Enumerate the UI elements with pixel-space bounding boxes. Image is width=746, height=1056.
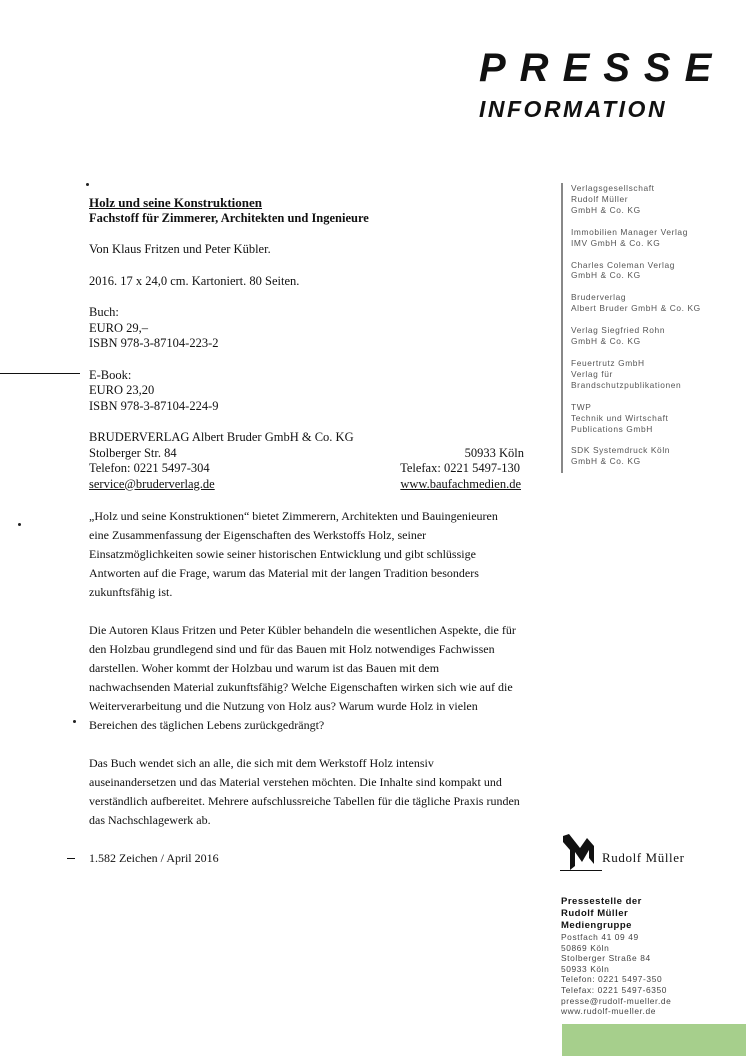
sidebar-line: GmbH & Co. KG [571,456,641,467]
press-office-email-link[interactable]: presse@rudolf-mueller.de [561,995,672,1006]
book-title: Holz und seine Konstruktionen [89,195,263,210]
text-line: darstellen. Woher kommt der Holzbau und warum ist das Bauen mit dem [89,661,440,675]
press-office-line: Stolberger Straße 84 [561,953,651,964]
ebook-price: EURO 23,20 [89,383,155,397]
press-office-title: Mediengruppe [561,920,632,931]
sidebar-line: GmbH & Co. KG [571,204,641,215]
logo-wordmark: Rudolf Müller [602,850,685,865]
margin-rule [0,373,80,374]
logo-rule [560,870,602,871]
sidebar-line: Albert Bruder GmbH & Co. KG [571,303,701,314]
text-line: auseinandersetzen und das Material verstehen möchten. Die Inhalte sind kompakt und [89,775,502,789]
main-content [89,195,539,868]
sidebar-line: GmbH & Co. KG [571,270,641,281]
sidebar-line: Verlagsgesellschaft [571,183,655,193]
publisher-group-sidebar [561,183,741,473]
ebook-isbn: ISBN 978-3-87104-224-9 [89,398,219,413]
buch-label: Buch: [89,305,119,319]
publisher-name: BRUDERVERLAG Albert Bruder GmbH & Co. KG [89,430,354,444]
press-office-line: Postfach 41 09 49 [561,932,639,942]
sidebar-group [571,358,741,391]
ebook-label: E-Book: [89,367,132,382]
sidebar-group [571,183,741,216]
book-authors: Von Klaus Fritzen und Peter Kübler. [89,242,271,256]
sidebar-line: IMV GmbH & Co. KG [571,237,661,248]
buch-price: EURO 29,– [89,320,149,335]
sidebar-line: Immobilien Manager Verlag [571,226,688,237]
press-office-contact [561,896,671,1017]
press-office-line: Telefon: 0221 5497-350 [561,974,663,985]
publisher-web-link[interactable]: www.baufachmedien.de [400,476,521,491]
accent-block [562,1024,746,1056]
text-line: den Holzbau grundlegend sind und für das Bauen mit Holz notwendiges Fachwissen [89,642,495,656]
text-line: „Holz und seine Konstruktionen“ bietet Zimmerern, Architekten und Bauingenieuren [89,509,498,523]
text-line: zukunftsfähig ist. [89,585,173,599]
text-line: Weiterverarbeitung und die Nutzung von Holz aus? Warum wurde Holz in vielen [89,699,478,713]
text-line: das Nachschlagewerk ab. [89,813,211,827]
sidebar-line: GmbH & Co. KG [571,336,641,347]
book-subtitle: Fachstoff für Zimmerer, Architekten und Ingenieure [89,210,369,225]
publisher-email-link[interactable]: service@bruderverlag.de [89,476,215,491]
text-line: Einsatzmöglichkeiten sowie seiner historischen Entwicklung und gibt schlüssige [89,547,476,561]
publisher-street: Stolberger Str. 84 [89,445,177,460]
sidebar-line: Rudolf Müller [571,193,629,204]
sidebar-group [571,292,741,314]
text-line: eine Zusammenfassung der Eigenschaften des Werkstoffs Holz, seiner [89,528,427,542]
sidebar-group [571,445,741,467]
margin-rule [67,858,75,859]
publisher-city: 50933 Köln [464,445,524,460]
paragraph-2 [89,621,539,735]
page-mark [73,720,76,723]
page-mark [18,523,21,526]
page-mark [86,183,89,186]
sidebar-group [571,402,741,435]
buch-isbn: ISBN 978-3-87104-223-2 [89,336,219,350]
information-heading: INFORMATION [479,96,668,122]
sidebar-line: Technik und Wirtschaft [571,412,669,423]
press-office-title: Rudolf Müller [561,908,629,919]
press-text [89,507,539,868]
sidebar-line: Feuertrutz GmbH [571,357,645,368]
sidebar-line: Publications GmbH [571,423,653,434]
sidebar-line: Bruderverlag [571,292,627,303]
presse-heading: PRESSE [479,46,726,90]
text-line: Die Autoren Klaus Fritzen und Peter Kübler behandeln die wesentlichen Aspekte, die für [89,623,516,637]
sidebar-line: Verlag Siegfried Rohn [571,325,666,336]
sidebar-group [571,260,741,282]
sidebar-line: TWP [571,401,592,412]
text-line: nachwachsenden Material zukunftsfähig? Welche Eigenschaften wirken sich wie auf die [89,680,513,694]
text-line: Antworten auf die Frage, warum das Material mit der langen Tradition besonders [89,566,479,580]
press-office-line: Telefax: 0221 5497-6350 [561,984,667,995]
press-office-line: 50933 Köln [561,963,610,974]
paragraph-1 [89,507,539,602]
paragraph-3 [89,754,539,830]
sidebar-group [571,325,741,347]
sidebar-group [571,227,741,249]
text-line: verständlich aufbereitet. Mehrere aufschlussreiche Tabellen für die tägliche Praxis runden [89,794,520,808]
book-details: 2016. 17 x 24,0 cm. Kartoniert. 80 Seiten. [89,273,300,288]
text-line: Das Buch wendet sich an alle, die sich mit dem Werkstoff Holz intensiv [89,756,434,770]
sidebar-line: SDK Systemdruck Köln [571,445,671,456]
sidebar-line: Charles Coleman Verlag [571,259,675,270]
press-office-web-link[interactable]: www.rudolf-mueller.de [561,1006,656,1017]
publisher-phone: Telefon: 0221 5497-304 [89,461,210,475]
character-count: 1.582 Zeichen / April 2016 [89,851,219,865]
sidebar-line: Verlag für [571,368,613,379]
press-office-title: Pressestelle der [561,896,642,907]
sidebar-line: Brandschutzpublikationen [571,379,682,390]
text-line: Bereichen des täglichen Lebens zurückgedrängt? [89,718,325,732]
press-office-line: 50869 Köln [561,942,610,953]
publisher-fax: Telefax: 0221 5497-130 [400,461,520,475]
